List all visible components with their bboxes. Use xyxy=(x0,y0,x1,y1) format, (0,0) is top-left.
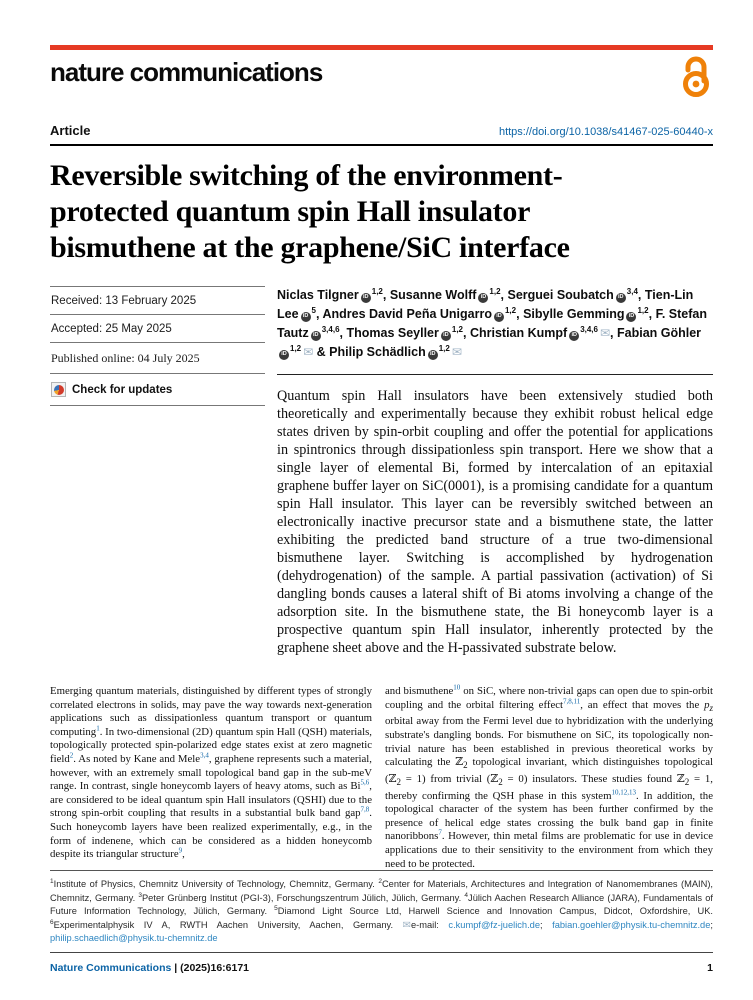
orcid-icon[interactable]: iD xyxy=(428,350,438,360)
author-affiliation-sup: 1,2 xyxy=(371,286,383,296)
body-column-right: and bismuthene$^{10}$ on SiC, where non-trivial gaps can open due to spin-orbit coupling and the orbital filtering effect$^{7,8,11}$, an effect that moves the $p_z$ orbital away from the Fermi level due to hybridization with the underlying substrate's dangling bonds. For bismuthene on SiC, its topologically non-trivial nature has been established in previous theoretical works by calculating the ℤ$_2$ topological invariant, which distinguishes topological (ℤ$_2$ = 1) from trivial (ℤ$_2$ = 0) insulators. These studies found ℤ$_2$ = 1, thereby confirming the QSH phase in this system$^{10,12,13}$. In addition, the topological character of the system has been further confirmed by the presence of helical edge states crossing the bulk band gap in finite nanoribbons$^7$. However, thin metal films are problematic for use in device applications due to their sensitivity to the environment from which they need to be protected. xyxy=(385,683,713,870)
envelope-icon[interactable]: ✉ xyxy=(451,345,462,359)
dates-column xyxy=(50,286,265,657)
orcid-icon[interactable]: iD xyxy=(569,331,579,341)
orcid-icon[interactable]: iD xyxy=(616,293,626,303)
brand-red-bar xyxy=(50,45,713,50)
author-separator: , xyxy=(382,288,390,302)
email-link-kumpf[interactable]: c.kumpf@fz-juelich.de xyxy=(448,919,541,930)
author-affiliation-sup: 1,2 xyxy=(451,324,463,334)
envelope-icon[interactable]: ✉ xyxy=(303,345,314,359)
orcid-icon[interactable]: iD xyxy=(361,293,371,303)
published-online-date: Published online: 04 July 2025 xyxy=(50,343,265,374)
author-separator: , xyxy=(463,326,470,340)
body-column-left: Emerging quantum materials, distinguished by different types of strongly correlated electrons in solids, may pave the way towards next-generation applications such as dissipationless quantum transport or quantum computing$^1$. In two-dimensional (2D) quantum spin Hall (QSH) materials, topologically protected spin-polarized edge states exist at zero magnetic field$^2$. As noted by Kane and Mele$^{3,4}$, graphene represents such a material, however, with an extremely small topological band gap in the sub-meV range. In contrast, single honeycomb layers of heavy atoms, such as Bi$^{5,6}$, are considered to be ideal quantum spin Hall insulators (QSHI) due to the strong spin-orbit coupling that results in a substantial bulk band gap$^{7,8}$. Such honeycomb layers have been realized experimentally, e.g., in the form of indenene, which can be considered as a hidden honeycomb despite its triangular structure$^9$, xyxy=(50,685,372,861)
author-affiliation-sup: 3,4 xyxy=(626,286,638,296)
crossmark-icon xyxy=(51,382,66,397)
journal-header xyxy=(50,55,713,105)
article-title xyxy=(50,158,713,266)
received-date: Received: 13 February 2025 xyxy=(50,287,265,315)
body-text xyxy=(50,685,713,871)
authors-abstract-column xyxy=(277,286,713,657)
author-name: Sibylle Gemming xyxy=(523,307,625,321)
author-name: Niclas Tilgner xyxy=(277,288,359,302)
doi-link[interactable]: https://doi.org/10.1038/s41467-025-60440-x xyxy=(498,126,713,138)
meta-section xyxy=(50,286,713,657)
author-name: Christian Kumpf xyxy=(469,326,568,340)
title-line: protected quantum spin Hall insulator xyxy=(50,195,531,228)
abstract-divider xyxy=(277,374,713,375)
author-name: Fabian Göhler xyxy=(617,326,702,340)
author-name: Susanne Wolff xyxy=(389,288,477,302)
open-access-icon xyxy=(679,56,713,103)
author-affiliation-sup: 1,2 xyxy=(489,286,501,296)
author-separator: , xyxy=(637,288,645,302)
author-name: Serguei Soubatch xyxy=(507,288,614,302)
orcid-icon[interactable]: iD xyxy=(441,331,451,341)
abstract-text: Quantum spin Hall insulators have been extensively studied both theoretically and experimentally because they exhibit robust helical edge states driven by spin-orbit coupling and offer the potential for applications in spintronics through dissipationless spin transport. Here we show that a single layer of elemental Bi, formed by intercalation of an epitaxial graphene buffer layer on SiC(0001), is a promising candidate for a quantum spin Hall insulator. This layer can be reversibly switched between an electronically inactive precursor state and a bismuthene state, the latter exhibiting the predicted band structure of a true two-dimensional bismuthene layer. Switching is accomplished by hydrogenation (dehydrogenation) of the sample. A partial passivation (activation) of Si dangling bonds causes a lateral shift of Bi atoms involving a change of the adsorption site. In the bismuthene state, the Bi honeycomb layer is a prospective quantum spin Hall insulator, inherently protected by the graphene sheet above and the H-passivated substrate below. xyxy=(277,388,713,656)
footer-citation-text: | (2025)16:6171 xyxy=(171,962,250,974)
author-name: Thomas Seyller xyxy=(346,326,439,340)
author-list xyxy=(277,286,713,362)
author-affiliation-sup: 1,2 xyxy=(438,343,450,353)
author-affiliation-sup: 1,2 xyxy=(290,343,302,353)
check-for-updates-button[interactable] xyxy=(50,374,265,406)
author-name: Tien-Lin Lee xyxy=(277,288,694,321)
orcid-icon[interactable]: iD xyxy=(494,312,504,322)
orcid-icon[interactable]: iD xyxy=(626,312,636,322)
orcid-icon[interactable]: iD xyxy=(478,293,488,303)
author-name: F. Stefan Tautz xyxy=(277,307,707,340)
journal-logo: nature communications xyxy=(50,57,323,87)
affiliations-footnote: $^1$Institute of Physics, Chemnitz University of Technology, Chemnitz, Germany. $^2$Center for Materials, Architectures and Integration of Nanomembranes (MAIN), Chemnitz, Germany. $^3$Peter Grünberg Institut (PGI-3), Forschungszentrum Jülich, Jülich, Germany. $^4$Jülich Aachen Research Alliance (JARA), Fundamentals of Future Information Technology, Jülich, Germany. $^5$Diamond Light Source Ltd, Harwell Science and Innovation Campus, Didcot, Oxfordshire, UK. $^6$Experimentalphysik IV A, RWTH Aachen University, Aachen, Germany. ✉e-mail: c.kumpf@fz-juelich.de; fabian.goehler@physik.tu-chemnitz.de; philip.schaedlich@physik.tu-chemnitz.de xyxy=(50,870,713,946)
envelope-icon: ✉ xyxy=(402,919,411,931)
check-for-updates-label: Check for updates xyxy=(72,383,173,396)
footer-citation xyxy=(50,962,249,974)
page-footer xyxy=(50,952,713,974)
author-separator: , xyxy=(316,307,323,321)
author-separator: , xyxy=(516,307,524,321)
author-separator: , xyxy=(610,326,617,340)
author-affiliation-sup: 3,4,6 xyxy=(321,324,340,334)
orcid-icon[interactable]: iD xyxy=(279,350,289,360)
author-name: Andres David Peña Unigarro xyxy=(322,307,492,321)
author-affiliation-sup: 1,2 xyxy=(637,305,649,315)
author-affiliation-sup: 3,4,6 xyxy=(580,324,598,334)
article-type-label: Article xyxy=(50,123,91,138)
orcid-icon[interactable]: iD xyxy=(311,331,321,341)
email-link-schaedlich[interactable]: philip.schaedlich@physik.tu-chemnitz.de xyxy=(50,933,218,944)
author-separator: , xyxy=(500,288,508,302)
author-separator: , xyxy=(339,326,347,340)
orcid-icon[interactable]: iD xyxy=(301,312,311,322)
author-affiliation-sup: 1,2 xyxy=(504,305,517,315)
article-bar xyxy=(50,123,713,146)
page-number: 1 xyxy=(707,962,713,974)
dates-list xyxy=(50,287,265,374)
footer-journal-link[interactable]: Nature Communications xyxy=(50,962,172,974)
accepted-date: Accepted: 25 May 2025 xyxy=(50,315,265,343)
envelope-icon[interactable]: ✉ xyxy=(599,326,611,340)
author-name: Philip Schädlich xyxy=(329,345,426,359)
author-affiliation-sup: 5 xyxy=(311,305,316,315)
title-line: bismuthene at the graphene/SiC interface xyxy=(50,231,570,264)
title-line: Reversible switching of the environment- xyxy=(50,159,563,192)
email-link-goehler[interactable]: fabian.goehler@physik.tu-chemnitz.de xyxy=(552,919,711,930)
author-separator: & xyxy=(313,345,330,359)
author-separator: , xyxy=(648,307,656,321)
